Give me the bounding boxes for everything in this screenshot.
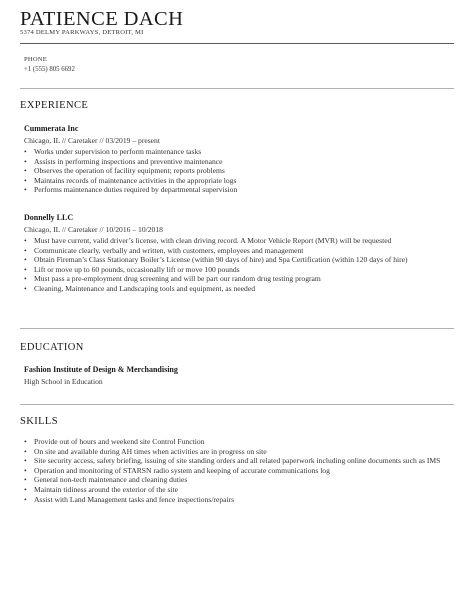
header-divider <box>20 43 454 44</box>
candidate-address: 5374 DELMY PARKWAYS, DETROIT, MI <box>20 29 144 36</box>
job-duty: • Must pass a pre-employment drug screening and will be part our random drug testing program <box>34 274 454 284</box>
skill-item: • Maintain tidiness around the exterior of the site <box>34 485 454 495</box>
phone-value: +1 (555) 805 6692 <box>24 66 75 73</box>
job-duty: • Cleaning, Maintenance and Landscaping tools and equipment, as needed <box>34 284 454 294</box>
education-entry <box>24 365 454 387</box>
school-name: Fashion Institute of Design & Merchandising <box>24 365 178 374</box>
job-duty: • Observes the operation of facility equipment; reports problems <box>34 166 454 176</box>
skill-item: • Assist with Land Management tasks and fence inspections/repairs <box>34 495 454 505</box>
job-duty: • Assists in performing inspections and preventive maintenance <box>34 157 454 167</box>
job-duty: • Communicate clearly, verbally and written, with customers, employees and management <box>34 246 454 256</box>
job-company: Cummerata Inc <box>24 124 79 133</box>
education-divider <box>20 404 454 405</box>
job-company: Donnelly LLC <box>24 213 74 222</box>
education-section-title: EDUCATION <box>20 342 84 353</box>
job-duty: • Maintains records of maintenance activities in the appropriate logs <box>34 176 454 186</box>
job-meta: Chicago, IL // Caretaker // 10/2016 – 10/2018 <box>24 225 163 234</box>
job-duty: • Must have current, valid driver’s license, with clean driving record. A Motor Vehicle Report (MVR) will be requested <box>34 236 454 246</box>
job-duty: • Works under supervision to perform maintenance tasks <box>34 147 454 157</box>
degree: High School in Education <box>24 377 103 386</box>
skill-item: • Provide out of hours and weekend site Control Function <box>34 437 454 447</box>
job-duty: • Lift or move up to 60 pounds, occasionally lift or move 100 pounds <box>34 265 454 275</box>
job-duty: • Performs maintenance duties required by departmental supervision <box>34 185 454 195</box>
contact-divider <box>20 88 454 89</box>
experience-section-title: EXPERIENCE <box>20 100 89 111</box>
skill-item: • General non-tech maintenance and cleaning duties <box>34 475 454 485</box>
phone-label: PHONE <box>24 56 47 63</box>
job-duty: • Obtain Fireman’s Class Stationary Boiler’s License (within 90 days of hire) and Spa Certification (within 120 days of hire) <box>34 255 454 265</box>
job-duties-list <box>24 236 454 294</box>
skill-item: • On site and available during AH times when activities are in progress on site <box>34 447 454 457</box>
skills-list <box>24 437 454 504</box>
skills-section-title: SKILLS <box>20 416 58 427</box>
job-meta: Chicago, IL // Caretaker // 03/2019 – present <box>24 136 160 145</box>
experience-divider <box>20 328 454 329</box>
skill-item: • Operation and monitoring of STARSN radio system and keeping of accurate communications log <box>34 466 454 476</box>
job-entry <box>24 213 454 294</box>
job-duties-list <box>24 147 454 195</box>
job-entry <box>24 124 454 195</box>
skills-entry <box>24 437 454 504</box>
skill-item: • Site security access, safety briefing, issuing of site standing orders and all related paperwork including online documents such as IMS <box>34 456 454 466</box>
candidate-name: PATIENCE DACH <box>20 8 184 30</box>
